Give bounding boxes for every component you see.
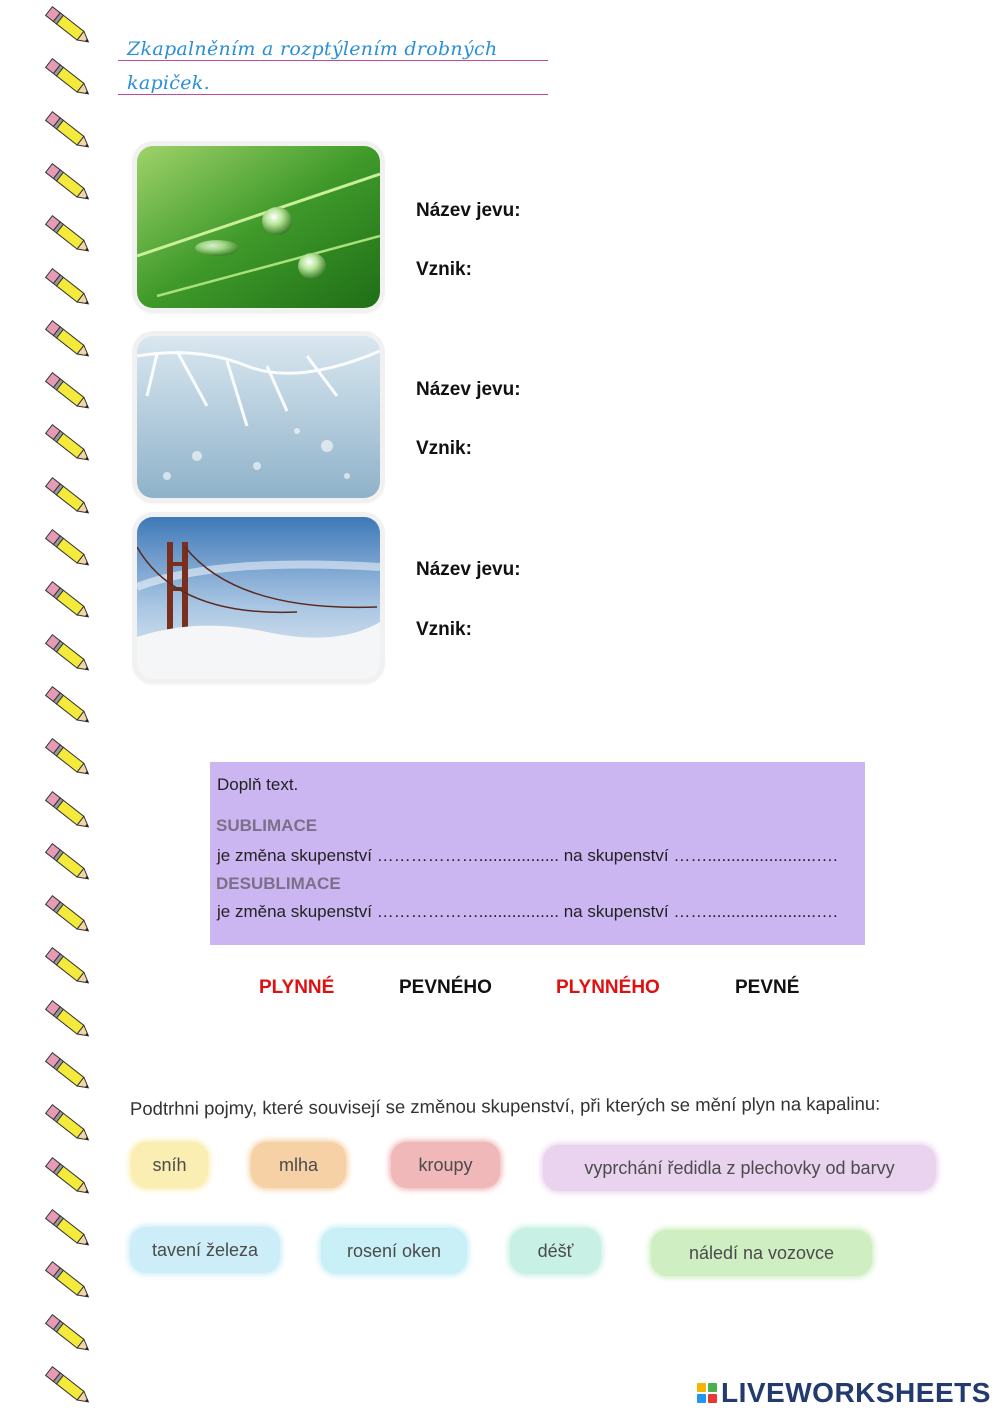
pencil-icon [36,575,96,625]
pencil-icon [36,157,96,207]
answer-rule-1 [118,60,548,61]
term-desublimace: DESUBLIMACE [216,874,341,893]
term-mlha[interactable]: mlha [251,1142,346,1188]
pencil-icon [36,314,96,364]
term-kroupy[interactable]: kroupy [391,1142,500,1188]
word-plynneho[interactable]: PLYNNÉHO [556,977,660,998]
phenomenon-2-origin-label: Vznik: [416,438,472,459]
word-pevneho[interactable]: PEVNÉHO [399,977,492,998]
pencil-icon [36,941,96,991]
handwritten-answer-line2: kapiček. [127,72,210,94]
pencil-icon [36,889,96,939]
term-taveni-zeleza[interactable]: tavení železa [130,1227,280,1273]
phenomenon-3-name-label: Název jevu: [416,559,521,580]
phenomenon-1-name-label: Název jevu: [416,200,521,221]
pencil-icon [36,209,96,259]
term-naledi[interactable]: náledí na vozovce [651,1230,872,1276]
pencil-icon [36,628,96,678]
answer-rule-2 [118,94,548,95]
term-snih[interactable]: sníh [131,1142,208,1188]
sentence-desublimace[interactable]: je změna skupenství ………………................. na skupenství …….......................…. [217,902,838,921]
pencil-icon [36,1360,96,1410]
frost-photo [137,336,380,498]
pencil-icon [36,366,96,416]
pencil-icon [36,0,96,50]
handwritten-answer-line1: Zkapalněním a rozptýlením drobných [127,38,498,60]
pencil-icon [36,471,96,521]
pencil-icon [36,52,96,102]
pencil-icon [36,418,96,468]
fog-photo [137,517,380,679]
phenomenon-1-origin-label: Vznik: [416,259,472,280]
logo-mark-icon [697,1383,717,1403]
pencil-border [36,0,100,1413]
pencil-icon [36,262,96,312]
fill-text-box [210,762,865,945]
sentence-sublimace[interactable]: je změna skupenství ………………................. na skupenství …….......................…. [217,846,838,865]
term-sublimace: SUBLIMACE [216,816,318,835]
pencil-icon [36,680,96,730]
pencil-icon [36,1151,96,1201]
word-pevne[interactable]: PEVNÉ [735,977,800,998]
phenomenon-2-name-label: Název jevu: [416,379,521,400]
fill-instruction: Doplň text. [217,775,299,794]
liveworksheets-logo[interactable] [697,1377,991,1409]
pencil-icon [36,1255,96,1305]
pencil-icon [36,837,96,887]
pencil-icon [36,994,96,1044]
pencil-icon [36,1308,96,1358]
pencil-icon [36,732,96,782]
term-dest[interactable]: déšť [510,1228,601,1274]
logo-text: LIVEWORKSHEETS [721,1377,991,1408]
term-vyprchani-redidla[interactable]: vyprchání ředidla z plechovky od barvy [543,1145,936,1191]
pencil-icon [36,1203,96,1253]
pencil-icon [36,523,96,573]
term-roseni-oken[interactable]: rosení oken [321,1228,467,1274]
pencil-icon [36,1046,96,1096]
pencil-icon [36,785,96,835]
underline-instruction: Podtrhni pojmy, které souvisejí se změnou skupenství, při kterých se mění plyn na kapalinu: [129,1092,881,1119]
word-plynne[interactable]: PLYNNÉ [259,977,335,998]
pencil-icon [36,1098,96,1148]
pencil-icon [36,105,96,155]
phenomenon-3-origin-label: Vznik: [416,619,472,640]
dew-photo [137,146,380,308]
